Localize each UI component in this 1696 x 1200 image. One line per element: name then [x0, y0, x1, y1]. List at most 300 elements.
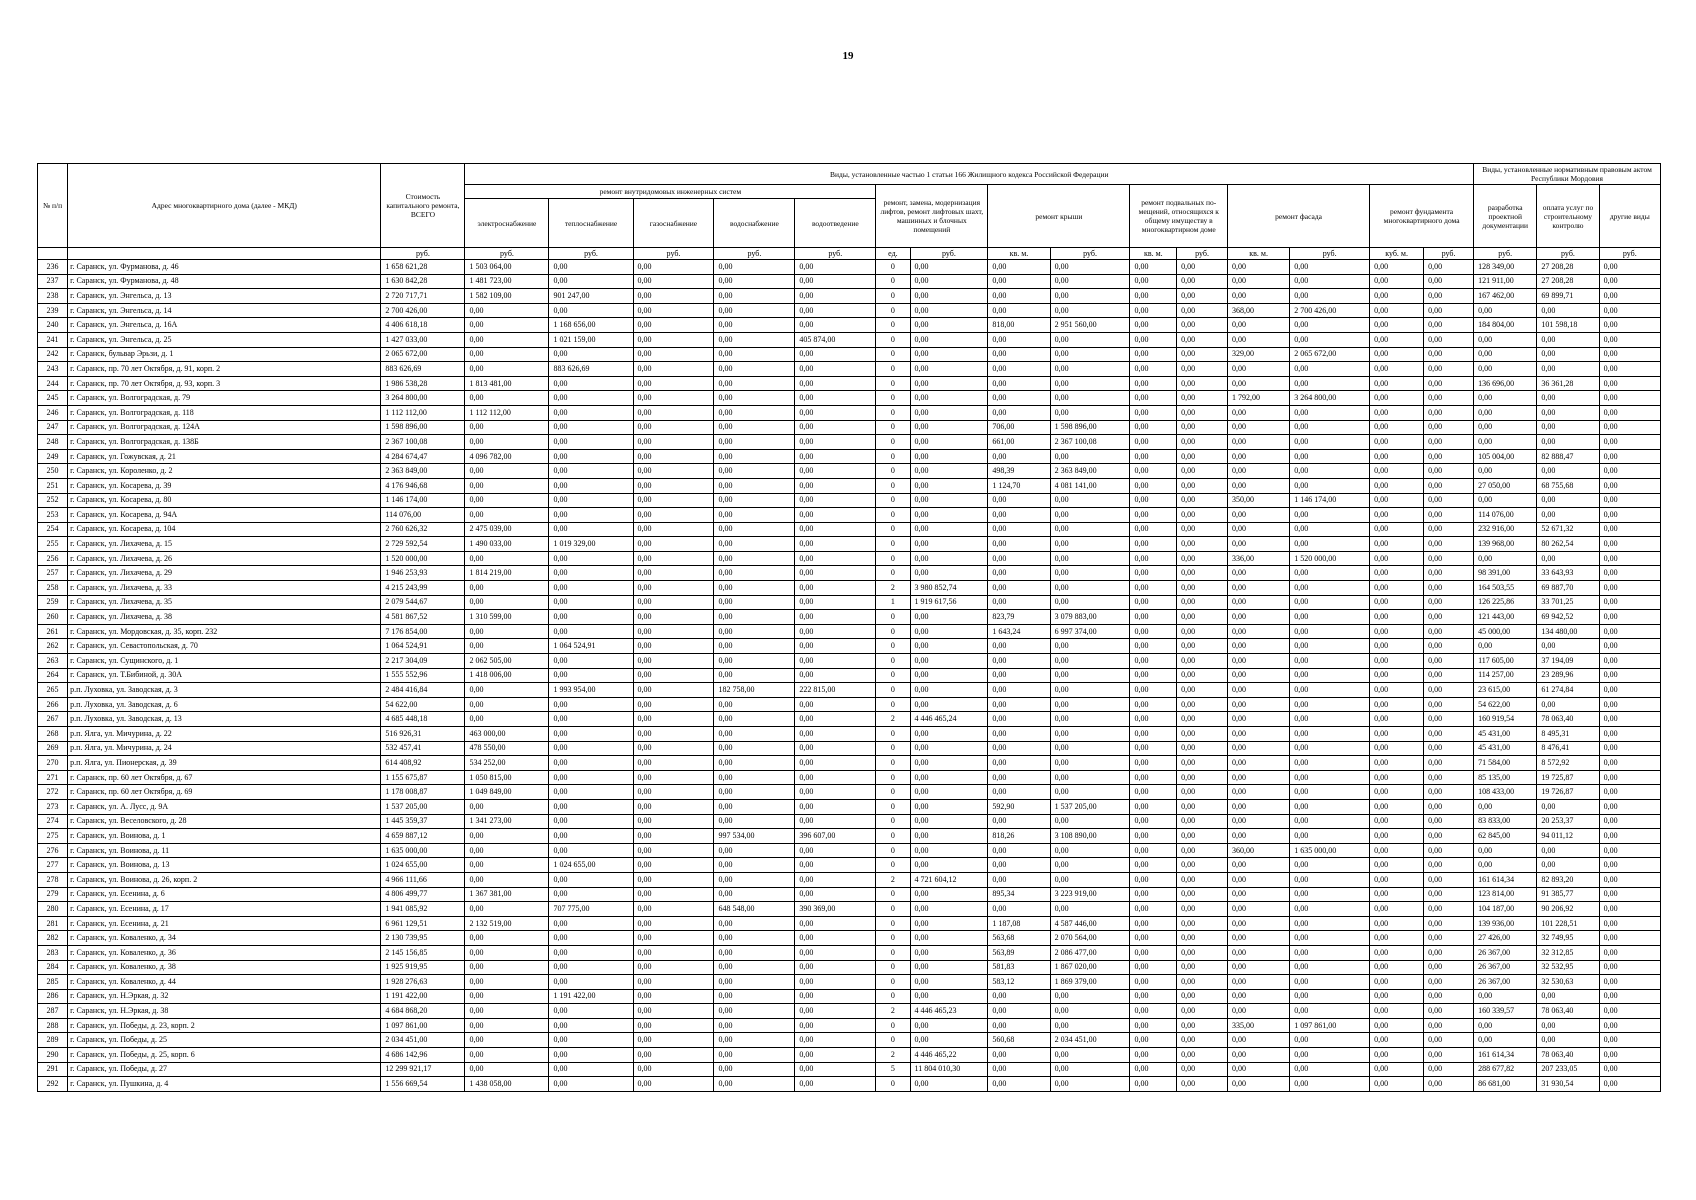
- row-number-cell: 269: [38, 741, 68, 756]
- roof-cost-cell: 0,00: [1050, 1077, 1130, 1092]
- facade-area-cell: 0,00: [1227, 289, 1289, 304]
- drainage-cell: 0,00: [795, 508, 876, 523]
- roof-area-cell: 0,00: [988, 814, 1050, 829]
- row-number-cell: 279: [38, 887, 68, 902]
- foundation-cost-cell: 0,00: [1424, 595, 1474, 610]
- elevator-cost-cell: 0,00: [910, 303, 988, 318]
- facade-cost-cell: 1 146 174,00: [1290, 493, 1370, 508]
- table-row: [38, 975, 1661, 990]
- header-roof: ремонт крыши: [988, 185, 1130, 248]
- basement-cost-cell: 0,00: [1177, 639, 1228, 654]
- elevator-cost-cell: 0,00: [910, 289, 988, 304]
- row-number-cell: 261: [38, 624, 68, 639]
- roof-cost-cell: 0,00: [1050, 1004, 1130, 1019]
- drainage-cell: 0,00: [795, 799, 876, 814]
- basement-cost-cell: 0,00: [1177, 770, 1228, 785]
- table-row: [38, 566, 1661, 581]
- foundation-volume-cell: 0,00: [1370, 289, 1424, 304]
- design-cost-cell: 45 000,00: [1474, 624, 1537, 639]
- roof-cost-cell: 0,00: [1050, 581, 1130, 596]
- supervision-cost-cell: 0,00: [1537, 420, 1599, 435]
- design-cost-cell: 0,00: [1474, 464, 1537, 479]
- facade-cost-cell: 0,00: [1290, 1077, 1370, 1092]
- header-regional-group: Виды, установленные нормативным правовым актом Республики Мордовия: [1474, 164, 1661, 185]
- table-row: [38, 1062, 1661, 1077]
- gas-cell: 0,00: [633, 668, 714, 683]
- basement-area-cell: 0,00: [1130, 1048, 1177, 1063]
- address-cell: р.п. Ялга, ул. Пионерская, д. 39: [68, 756, 381, 771]
- heating-cell: 0,00: [549, 493, 633, 508]
- unit-cell: руб.: [1177, 248, 1228, 260]
- units-row: [38, 248, 1661, 260]
- water-cell: 0,00: [714, 1062, 795, 1077]
- basement-area-cell: 0,00: [1130, 843, 1177, 858]
- electricity-cell: 1 438 058,00: [465, 1077, 549, 1092]
- roof-area-cell: 895,34: [988, 887, 1050, 902]
- total-cost-cell: 1 630 842,28: [381, 274, 465, 289]
- address-cell: г. Саранск, ул. Победы, д. 25, корп. 6: [68, 1048, 381, 1063]
- foundation-volume-cell: 0,00: [1370, 945, 1424, 960]
- heating-cell: 0,00: [549, 610, 633, 625]
- foundation-cost-cell: 0,00: [1424, 1048, 1474, 1063]
- facade-area-cell: 0,00: [1227, 770, 1289, 785]
- header-engineering-group: ремонт внутридомовых инженерных систем: [465, 185, 876, 199]
- roof-area-cell: 1 643,24: [988, 624, 1050, 639]
- roof-area-cell: 0,00: [988, 1048, 1050, 1063]
- other-cost-cell: 0,00: [1599, 975, 1660, 990]
- elevator-cost-cell: 0,00: [910, 668, 988, 683]
- roof-area-cell: 0,00: [988, 537, 1050, 552]
- foundation-volume-cell: 0,00: [1370, 449, 1424, 464]
- elevator-cost-cell: 0,00: [910, 1077, 988, 1092]
- address-cell: г. Саранск, ул. Энгельса, д. 13: [68, 289, 381, 304]
- gas-cell: 0,00: [633, 902, 714, 917]
- foundation-cost-cell: 0,00: [1424, 770, 1474, 785]
- address-cell: г. Саранск, ул. Фурманова, д. 46: [68, 260, 381, 275]
- basement-cost-cell: 0,00: [1177, 435, 1228, 450]
- water-cell: 0,00: [714, 916, 795, 931]
- foundation-volume-cell: 0,00: [1370, 435, 1424, 450]
- total-cost-cell: 2 145 156,85: [381, 945, 465, 960]
- facade-area-cell: 0,00: [1227, 872, 1289, 887]
- elevator-cost-cell: 0,00: [910, 376, 988, 391]
- foundation-cost-cell: 0,00: [1424, 668, 1474, 683]
- foundation-cost-cell: 0,00: [1424, 858, 1474, 873]
- water-cell: 0,00: [714, 931, 795, 946]
- design-cost-cell: 160 339,57: [1474, 1004, 1537, 1019]
- heating-cell: 0,00: [549, 814, 633, 829]
- roof-area-cell: 0,00: [988, 727, 1050, 742]
- basement-cost-cell: 0,00: [1177, 960, 1228, 975]
- gas-cell: 0,00: [633, 960, 714, 975]
- drainage-cell: 0,00: [795, 289, 876, 304]
- gas-cell: 0,00: [633, 566, 714, 581]
- facade-area-cell: 0,00: [1227, 405, 1289, 420]
- foundation-volume-cell: 0,00: [1370, 770, 1424, 785]
- gas-cell: 0,00: [633, 581, 714, 596]
- gas-cell: 0,00: [633, 260, 714, 275]
- elevator-cost-cell: 0,00: [910, 566, 988, 581]
- facade-area-cell: 368,00: [1227, 303, 1289, 318]
- row-number-cell: 257: [38, 566, 68, 581]
- facade-cost-cell: 0,00: [1290, 814, 1370, 829]
- electricity-cell: 0,00: [465, 551, 549, 566]
- electricity-cell: 1 341 273,00: [465, 814, 549, 829]
- foundation-volume-cell: 0,00: [1370, 595, 1424, 610]
- supervision-cost-cell: 94 011,12: [1537, 829, 1599, 844]
- water-cell: 0,00: [714, 581, 795, 596]
- elevator-units-cell: 0: [876, 741, 910, 756]
- basement-area-cell: 0,00: [1130, 1004, 1177, 1019]
- foundation-cost-cell: 0,00: [1424, 464, 1474, 479]
- basement-cost-cell: 0,00: [1177, 1004, 1228, 1019]
- electricity-cell: 0,00: [465, 332, 549, 347]
- roof-cost-cell: 0,00: [1050, 289, 1130, 304]
- address-cell: г. Саранск, ул. Лихачева, д. 33: [68, 581, 381, 596]
- address-cell: р.п. Луховка, ул. Заводская, д. 3: [68, 683, 381, 698]
- row-number-cell: 256: [38, 551, 68, 566]
- foundation-cost-cell: 0,00: [1424, 624, 1474, 639]
- facade-cost-cell: 0,00: [1290, 624, 1370, 639]
- foundation-cost-cell: 0,00: [1424, 931, 1474, 946]
- foundation-cost-cell: 0,00: [1424, 1062, 1474, 1077]
- roof-area-cell: 0,00: [988, 303, 1050, 318]
- total-cost-cell: 4 581 867,52: [381, 610, 465, 625]
- total-cost-cell: 2 729 592,54: [381, 537, 465, 552]
- water-cell: 0,00: [714, 522, 795, 537]
- basement-area-cell: 0,00: [1130, 1018, 1177, 1033]
- address-cell: р.п. Ялга, ул. Мичурина, д. 22: [68, 727, 381, 742]
- heating-cell: 0,00: [549, 727, 633, 742]
- facade-cost-cell: 0,00: [1290, 1048, 1370, 1063]
- heating-cell: 1 024 655,00: [549, 858, 633, 873]
- basement-area-cell: 0,00: [1130, 989, 1177, 1004]
- supervision-cost-cell: 0,00: [1537, 405, 1599, 420]
- basement-cost-cell: 0,00: [1177, 624, 1228, 639]
- row-number-cell: 270: [38, 756, 68, 771]
- gas-cell: 0,00: [633, 1033, 714, 1048]
- drainage-cell: 0,00: [795, 697, 876, 712]
- facade-cost-cell: 0,00: [1290, 478, 1370, 493]
- basement-cost-cell: 0,00: [1177, 1018, 1228, 1033]
- foundation-cost-cell: 0,00: [1424, 289, 1474, 304]
- foundation-cost-cell: 0,00: [1424, 639, 1474, 654]
- water-cell: 0,00: [714, 799, 795, 814]
- total-cost-cell: 516 926,31: [381, 727, 465, 742]
- other-cost-cell: 0,00: [1599, 551, 1660, 566]
- foundation-volume-cell: 0,00: [1370, 858, 1424, 873]
- other-cost-cell: 0,00: [1599, 872, 1660, 887]
- address-cell: г. Саранск, ул. Сущинского, д. 1: [68, 654, 381, 669]
- basement-cost-cell: 0,00: [1177, 785, 1228, 800]
- basement-cost-cell: 0,00: [1177, 1033, 1228, 1048]
- total-cost-cell: 1 024 655,00: [381, 858, 465, 873]
- other-cost-cell: 0,00: [1599, 405, 1660, 420]
- row-number-cell: 260: [38, 610, 68, 625]
- other-cost-cell: 0,00: [1599, 1033, 1660, 1048]
- basement-area-cell: 0,00: [1130, 931, 1177, 946]
- total-cost-cell: 1 598 896,00: [381, 420, 465, 435]
- address-cell: г. Саранск, ул. Лихачева, д. 15: [68, 537, 381, 552]
- gas-cell: 0,00: [633, 843, 714, 858]
- basement-cost-cell: 0,00: [1177, 566, 1228, 581]
- address-cell: р.п. Луховка, ул. Заводская, д. 13: [68, 712, 381, 727]
- supervision-cost-cell: 69 942,52: [1537, 610, 1599, 625]
- foundation-volume-cell: 0,00: [1370, 566, 1424, 581]
- water-cell: 0,00: [714, 332, 795, 347]
- table-row: [38, 493, 1661, 508]
- total-cost-cell: 2 484 416,84: [381, 683, 465, 698]
- total-cost-cell: 4 284 674,47: [381, 449, 465, 464]
- roof-cost-cell: 0,00: [1050, 508, 1130, 523]
- roof-cost-cell: 0,00: [1050, 362, 1130, 377]
- design-cost-cell: 184 804,00: [1474, 318, 1537, 333]
- address-cell: г. Саранск, ул. Энгельса, д. 14: [68, 303, 381, 318]
- electricity-cell: 0,00: [465, 858, 549, 873]
- table-row: [38, 887, 1661, 902]
- design-cost-cell: 86 681,00: [1474, 1077, 1537, 1092]
- electricity-cell: 0,00: [465, 624, 549, 639]
- supervision-cost-cell: 82 888,47: [1537, 449, 1599, 464]
- address-cell: г. Саранск, ул. Коваленко, д. 44: [68, 975, 381, 990]
- unit-cell: руб.: [381, 248, 465, 260]
- foundation-volume-cell: 0,00: [1370, 1062, 1424, 1077]
- water-cell: 0,00: [714, 420, 795, 435]
- elevator-cost-cell: 0,00: [910, 435, 988, 450]
- water-cell: 0,00: [714, 814, 795, 829]
- facade-area-cell: 0,00: [1227, 522, 1289, 537]
- design-cost-cell: 167 462,00: [1474, 289, 1537, 304]
- heating-cell: 1 993 954,00: [549, 683, 633, 698]
- roof-cost-cell: 1 598 896,00: [1050, 420, 1130, 435]
- address-cell: г. Саранск, ул. Волгоградская, д. 79: [68, 391, 381, 406]
- other-cost-cell: 0,00: [1599, 332, 1660, 347]
- foundation-cost-cell: 0,00: [1424, 727, 1474, 742]
- supervision-cost-cell: 207 233,05: [1537, 1062, 1599, 1077]
- foundation-volume-cell: 0,00: [1370, 931, 1424, 946]
- address-cell: г. Саранск, пр. 60 лет Октября, д. 69: [68, 785, 381, 800]
- basement-cost-cell: 0,00: [1177, 654, 1228, 669]
- facade-cost-cell: 0,00: [1290, 581, 1370, 596]
- drainage-cell: 0,00: [795, 420, 876, 435]
- heating-cell: 0,00: [549, 551, 633, 566]
- foundation-volume-cell: 0,00: [1370, 727, 1424, 742]
- roof-area-cell: 0,00: [988, 581, 1050, 596]
- design-cost-cell: 0,00: [1474, 391, 1537, 406]
- drainage-cell: 0,00: [795, 727, 876, 742]
- unit-cell: руб.: [1050, 248, 1130, 260]
- basement-cost-cell: 0,00: [1177, 537, 1228, 552]
- roof-cost-cell: 0,00: [1050, 741, 1130, 756]
- total-cost-cell: 1 941 085,92: [381, 902, 465, 917]
- roof-cost-cell: 1 869 379,00: [1050, 975, 1130, 990]
- facade-area-cell: 0,00: [1227, 668, 1289, 683]
- basement-cost-cell: 0,00: [1177, 551, 1228, 566]
- basement-area-cell: 0,00: [1130, 347, 1177, 362]
- address-cell: г. Саранск, ул. Есенина, д. 17: [68, 902, 381, 917]
- table-row: [38, 289, 1661, 304]
- unit-cell: кв. м.: [1227, 248, 1289, 260]
- total-cost-cell: 4 176 946,68: [381, 478, 465, 493]
- facade-cost-cell: 2 065 672,00: [1290, 347, 1370, 362]
- drainage-cell: 0,00: [795, 741, 876, 756]
- drainage-cell: 0,00: [795, 654, 876, 669]
- gas-cell: 0,00: [633, 683, 714, 698]
- foundation-cost-cell: 0,00: [1424, 872, 1474, 887]
- electricity-cell: 0,00: [465, 989, 549, 1004]
- drainage-cell: 0,00: [795, 1077, 876, 1092]
- foundation-cost-cell: 0,00: [1424, 654, 1474, 669]
- design-cost-cell: 26 367,00: [1474, 975, 1537, 990]
- design-cost-cell: 121 911,00: [1474, 274, 1537, 289]
- unit-cell: ед.: [876, 248, 910, 260]
- elevator-cost-cell: 0,00: [910, 741, 988, 756]
- drainage-cell: 0,00: [795, 551, 876, 566]
- total-cost-cell: 6 961 129,51: [381, 916, 465, 931]
- header-gas: газоснабжение: [633, 199, 714, 248]
- row-number-cell: 238: [38, 289, 68, 304]
- row-number-cell: 245: [38, 391, 68, 406]
- row-number-cell: 266: [38, 697, 68, 712]
- total-cost-cell: 54 622,00: [381, 697, 465, 712]
- basement-cost-cell: 0,00: [1177, 756, 1228, 771]
- header-supervision: оплата услуг по строительному контролю: [1537, 185, 1599, 248]
- basement-cost-cell: 0,00: [1177, 332, 1228, 347]
- foundation-cost-cell: 0,00: [1424, 814, 1474, 829]
- gas-cell: 0,00: [633, 1077, 714, 1092]
- roof-cost-cell: 0,00: [1050, 989, 1130, 1004]
- basement-area-cell: 0,00: [1130, 581, 1177, 596]
- basement-area-cell: 0,00: [1130, 916, 1177, 931]
- gas-cell: 0,00: [633, 741, 714, 756]
- design-cost-cell: 0,00: [1474, 405, 1537, 420]
- facade-cost-cell: 0,00: [1290, 989, 1370, 1004]
- heating-cell: 0,00: [549, 960, 633, 975]
- gas-cell: 0,00: [633, 522, 714, 537]
- electricity-cell: 0,00: [465, 493, 549, 508]
- foundation-volume-cell: 0,00: [1370, 1077, 1424, 1092]
- roof-area-cell: 0,00: [988, 1062, 1050, 1077]
- foundation-volume-cell: 0,00: [1370, 522, 1424, 537]
- header-address: Адрес многоквартирного дома (далее - МКД): [68, 164, 381, 248]
- facade-cost-cell: 0,00: [1290, 522, 1370, 537]
- other-cost-cell: 0,00: [1599, 727, 1660, 742]
- drainage-cell: 0,00: [795, 449, 876, 464]
- design-cost-cell: 114 076,00: [1474, 508, 1537, 523]
- drainage-cell: 0,00: [795, 1062, 876, 1077]
- supervision-cost-cell: 0,00: [1537, 1033, 1599, 1048]
- table-row: [38, 610, 1661, 625]
- gas-cell: 0,00: [633, 318, 714, 333]
- basement-area-cell: 0,00: [1130, 449, 1177, 464]
- supervision-cost-cell: 32 532,95: [1537, 960, 1599, 975]
- design-cost-cell: 123 814,00: [1474, 887, 1537, 902]
- drainage-cell: 0,00: [795, 274, 876, 289]
- heating-cell: 883 626,69: [549, 362, 633, 377]
- design-cost-cell: 0,00: [1474, 362, 1537, 377]
- roof-area-cell: 1 124,70: [988, 478, 1050, 493]
- roof-area-cell: 0,00: [988, 566, 1050, 581]
- gas-cell: 0,00: [633, 829, 714, 844]
- facade-cost-cell: 0,00: [1290, 449, 1370, 464]
- roof-cost-cell: 0,00: [1050, 639, 1130, 654]
- row-number-cell: 262: [38, 639, 68, 654]
- table-row: [38, 654, 1661, 669]
- heating-cell: 0,00: [549, 260, 633, 275]
- basement-cost-cell: 0,00: [1177, 814, 1228, 829]
- other-cost-cell: 0,00: [1599, 493, 1660, 508]
- table-row: [38, 420, 1661, 435]
- facade-cost-cell: 0,00: [1290, 464, 1370, 479]
- gas-cell: 0,00: [633, 727, 714, 742]
- elevator-units-cell: 0: [876, 785, 910, 800]
- row-number-cell: 273: [38, 799, 68, 814]
- design-cost-cell: 27 050,00: [1474, 478, 1537, 493]
- facade-area-cell: 0,00: [1227, 332, 1289, 347]
- basement-area-cell: 0,00: [1130, 551, 1177, 566]
- elevator-cost-cell: 0,00: [910, 391, 988, 406]
- drainage-cell: 0,00: [795, 318, 876, 333]
- other-cost-cell: 0,00: [1599, 960, 1660, 975]
- electricity-cell: 0,00: [465, 464, 549, 479]
- table-row: [38, 902, 1661, 917]
- roof-cost-cell: 0,00: [1050, 274, 1130, 289]
- basement-area-cell: 0,00: [1130, 799, 1177, 814]
- address-cell: г. Саранск, ул. Волгоградская, д. 138Б: [68, 435, 381, 450]
- basement-cost-cell: 0,00: [1177, 478, 1228, 493]
- water-cell: 0,00: [714, 843, 795, 858]
- supervision-cost-cell: 20 253,37: [1537, 814, 1599, 829]
- basement-cost-cell: 0,00: [1177, 610, 1228, 625]
- foundation-volume-cell: 0,00: [1370, 318, 1424, 333]
- roof-area-cell: 0,00: [988, 872, 1050, 887]
- row-number-cell: 239: [38, 303, 68, 318]
- facade-cost-cell: 0,00: [1290, 537, 1370, 552]
- design-cost-cell: 85 135,00: [1474, 770, 1537, 785]
- water-cell: 0,00: [714, 260, 795, 275]
- other-cost-cell: 0,00: [1599, 639, 1660, 654]
- drainage-cell: 0,00: [795, 478, 876, 493]
- design-cost-cell: 161 614,34: [1474, 872, 1537, 887]
- foundation-volume-cell: 0,00: [1370, 464, 1424, 479]
- foundation-volume-cell: 0,00: [1370, 887, 1424, 902]
- foundation-cost-cell: 0,00: [1424, 741, 1474, 756]
- electricity-cell: 2 132 519,00: [465, 916, 549, 931]
- gas-cell: 0,00: [633, 872, 714, 887]
- water-cell: 0,00: [714, 1004, 795, 1019]
- basement-cost-cell: 0,00: [1177, 362, 1228, 377]
- facade-area-cell: 0,00: [1227, 1062, 1289, 1077]
- address-cell: г. Саранск, пр. 70 лет Октября, д. 93, корп. 3: [68, 376, 381, 391]
- supervision-cost-cell: 0,00: [1537, 464, 1599, 479]
- drainage-cell: 0,00: [795, 712, 876, 727]
- table-row: [38, 989, 1661, 1004]
- facade-cost-cell: 0,00: [1290, 697, 1370, 712]
- basement-cost-cell: 0,00: [1177, 1048, 1228, 1063]
- other-cost-cell: 0,00: [1599, 770, 1660, 785]
- roof-cost-cell: 0,00: [1050, 332, 1130, 347]
- table-row: [38, 508, 1661, 523]
- design-cost-cell: 121 443,00: [1474, 610, 1537, 625]
- roof-cost-cell: 0,00: [1050, 668, 1130, 683]
- elevator-units-cell: 0: [876, 332, 910, 347]
- facade-area-cell: 335,00: [1227, 1018, 1289, 1033]
- roof-cost-cell: 1 867 020,00: [1050, 960, 1130, 975]
- unit-cell: руб.: [714, 248, 795, 260]
- roof-area-cell: 0,00: [988, 405, 1050, 420]
- elevator-units-cell: 0: [876, 1018, 910, 1033]
- header-facade: ремонт фасада: [1227, 185, 1369, 248]
